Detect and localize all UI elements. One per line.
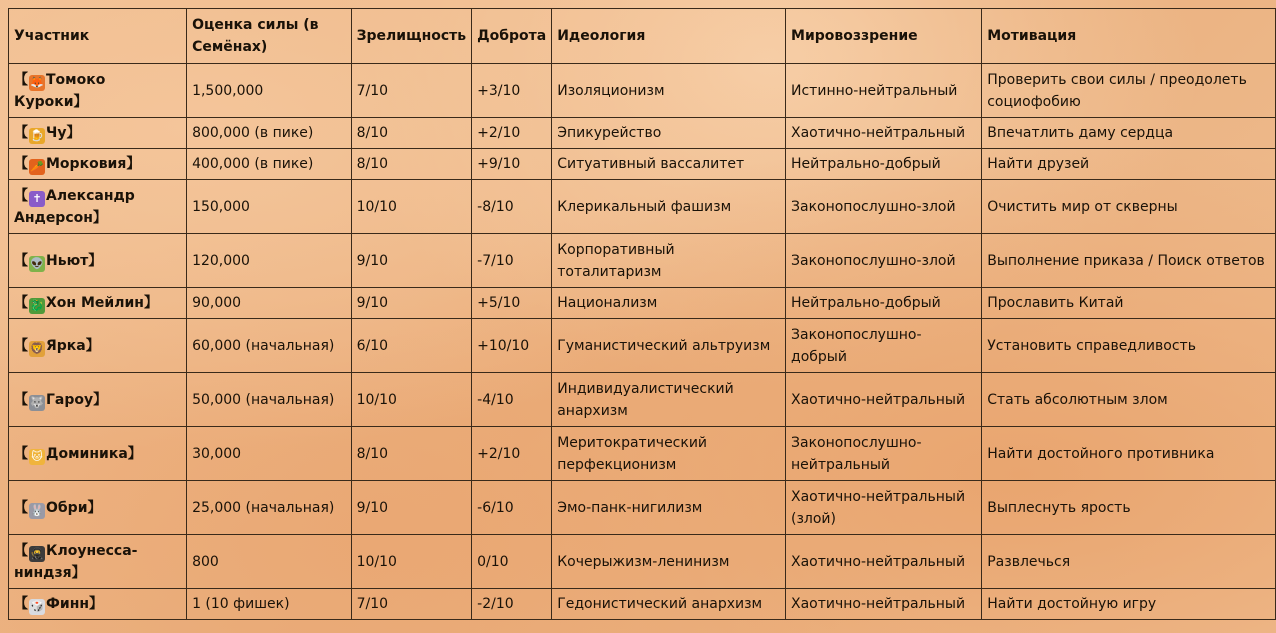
wolf-emoji-icon: 🐺 bbox=[30, 395, 44, 409]
participant-name: Александр Андерсон bbox=[14, 187, 135, 226]
power-cell: 1,500,000 bbox=[187, 64, 352, 118]
header-power: Оценка силы (в Семёнах) bbox=[187, 9, 352, 64]
spectacle-cell: 8/10 bbox=[351, 149, 472, 180]
header-participant: Участник bbox=[9, 9, 187, 64]
carrot-emoji-icon: 🥕 bbox=[30, 160, 44, 173]
spectacle-cell: 9/10 bbox=[351, 234, 472, 288]
ninja-emoji-icon: 🥷 bbox=[30, 546, 44, 560]
kindness-cell: +10/10 bbox=[472, 319, 552, 373]
table-row bbox=[9, 234, 1276, 288]
motivation-cell: Стать абсолютным злом bbox=[982, 373, 1276, 427]
table-row bbox=[9, 180, 1276, 234]
alignment-cell: Нейтрально-добрый bbox=[786, 288, 982, 319]
alignment-cell: Хаотично-нейтральный (злой) bbox=[786, 481, 982, 535]
ideology-cell: Эмо-панк-нигилизм bbox=[552, 481, 786, 535]
kindness-cell: 0/10 bbox=[472, 535, 552, 589]
bracket-close: 】 bbox=[73, 93, 88, 110]
ideology-cell: Корпоративный тоталитаризм bbox=[552, 234, 786, 288]
participant-cell bbox=[9, 149, 187, 180]
bracket-close: 】 bbox=[126, 156, 141, 172]
bracket-close: 】 bbox=[85, 337, 100, 354]
kindness-cell: -4/10 bbox=[472, 373, 552, 427]
spectacle-cell: 10/10 bbox=[351, 180, 472, 234]
bracket-open: 【 bbox=[14, 295, 28, 311]
kindness-cell: +2/10 bbox=[472, 118, 552, 149]
spectacle-cell: 9/10 bbox=[351, 288, 472, 319]
participant-name: Финн bbox=[46, 596, 90, 612]
ideology-cell: Клерикальный фашизм bbox=[552, 180, 786, 234]
power-cell: 800,000 (в пике) bbox=[187, 118, 352, 149]
lion-emoji-icon: 🦁 bbox=[30, 341, 44, 355]
participants-table-wrapper bbox=[8, 8, 1276, 620]
bracket-open: 【 bbox=[14, 596, 28, 612]
power-cell: 25,000 (начальная) bbox=[187, 481, 352, 535]
alignment-cell: Законопослушно-злой bbox=[786, 234, 982, 288]
table-header-row bbox=[9, 9, 1276, 64]
dragon-emoji-icon: 🐉 bbox=[30, 299, 44, 312]
participant-cell bbox=[9, 234, 187, 288]
motivation-cell: Установить справедливость bbox=[982, 319, 1276, 373]
power-cell: 90,000 bbox=[187, 288, 352, 319]
spectacle-cell: 7/10 bbox=[351, 64, 472, 118]
participant-name: Чу bbox=[46, 125, 67, 141]
participant-name: Ярка bbox=[46, 337, 86, 354]
motivation-cell: Проверить свои силы / преодолеть социофобию bbox=[982, 64, 1276, 118]
alignment-cell: Нейтрально-добрый bbox=[786, 149, 982, 180]
header-ideology: Идеология bbox=[552, 9, 786, 64]
participant-cell bbox=[9, 118, 187, 149]
bracket-open: 【 bbox=[14, 156, 28, 172]
motivation-cell: Найти достойную игру bbox=[982, 589, 1276, 620]
ideology-cell: Изоляционизм bbox=[552, 64, 786, 118]
alien-emoji-icon: 👽 bbox=[30, 256, 44, 270]
motivation-cell: Очистить мир от скверны bbox=[982, 180, 1276, 234]
motivation-cell: Выплеснуть ярость bbox=[982, 481, 1276, 535]
participant-name: Томоко Куроки bbox=[14, 71, 106, 110]
participant-name: Ньют bbox=[46, 252, 89, 269]
bracket-open: 【 bbox=[14, 542, 28, 559]
spectacle-cell: 10/10 bbox=[351, 535, 472, 589]
ideology-cell: Ситуативный вассалитет bbox=[552, 149, 786, 180]
power-cell: 400,000 (в пике) bbox=[187, 149, 352, 180]
participant-name: Доминика bbox=[46, 445, 128, 462]
participant-name: Морковия bbox=[46, 156, 127, 172]
alignment-cell: Истинно-нейтральный bbox=[786, 64, 982, 118]
spectacle-cell: 9/10 bbox=[351, 481, 472, 535]
bracket-open: 【 bbox=[14, 71, 28, 88]
ideology-cell: Национализм bbox=[552, 288, 786, 319]
table-row bbox=[9, 427, 1276, 481]
alignment-cell: Хаотично-нейтральный bbox=[786, 118, 982, 149]
table-row bbox=[9, 481, 1276, 535]
header-spectacle: Зрелищность bbox=[351, 9, 472, 64]
motivation-cell: Найти друзей bbox=[982, 149, 1276, 180]
power-cell: 800 bbox=[187, 535, 352, 589]
motivation-cell: Прославить Китай bbox=[982, 288, 1276, 319]
fox-emoji-icon: 🦊 bbox=[30, 75, 44, 89]
kindness-cell: -6/10 bbox=[472, 481, 552, 535]
power-cell: 1 (10 фишек) bbox=[187, 589, 352, 620]
participant-cell bbox=[9, 288, 187, 319]
table-row bbox=[9, 373, 1276, 427]
bracket-open: 【 bbox=[14, 337, 28, 354]
ideology-cell: Эпикурейство bbox=[552, 118, 786, 149]
participant-name: Гароу bbox=[46, 391, 94, 408]
cat-emoji-icon: 🐱 bbox=[29, 449, 45, 465]
participant-name: Хон Мейлин bbox=[46, 295, 144, 311]
participant-name: Клоунесса-ниндзя bbox=[14, 542, 138, 581]
alignment-cell: Хаотично-нейтральный bbox=[786, 589, 982, 620]
participant-cell bbox=[9, 64, 187, 118]
bracket-close: 】 bbox=[92, 209, 107, 226]
ideology-cell: Гуманистический альтруизм bbox=[552, 319, 786, 373]
ideology-cell: Кочерыжизм-ленинизм bbox=[552, 535, 786, 589]
bracket-open: 【 bbox=[14, 187, 28, 204]
kindness-cell: +5/10 bbox=[472, 288, 552, 319]
motivation-cell: Выполнение приказа / Поиск ответов bbox=[982, 234, 1276, 288]
ideology-cell: Индивидуалистический анархизм bbox=[552, 373, 786, 427]
power-cell: 120,000 bbox=[187, 234, 352, 288]
spectacle-cell: 6/10 bbox=[351, 319, 472, 373]
participants-table bbox=[8, 8, 1276, 620]
table-body bbox=[9, 64, 1276, 620]
spectacle-cell: 8/10 bbox=[351, 427, 472, 481]
table-row bbox=[9, 589, 1276, 620]
spectacle-cell: 8/10 bbox=[351, 118, 472, 149]
game-die-emoji-icon: 🎲 bbox=[30, 600, 44, 613]
table-row bbox=[9, 288, 1276, 319]
participant-cell bbox=[9, 319, 187, 373]
bracket-close: 】 bbox=[87, 499, 102, 516]
motivation-cell: Развлечься bbox=[982, 535, 1276, 589]
kindness-cell: -7/10 bbox=[472, 234, 552, 288]
alignment-cell: Законопослушно-добрый bbox=[786, 319, 982, 373]
kindness-cell: -8/10 bbox=[472, 180, 552, 234]
bracket-close: 】 bbox=[89, 596, 104, 612]
header-motivation: Мотивация bbox=[982, 9, 1276, 64]
kindness-cell: +3/10 bbox=[472, 64, 552, 118]
bracket-close: 】 bbox=[71, 564, 86, 581]
participant-cell bbox=[9, 481, 187, 535]
table-row bbox=[9, 319, 1276, 373]
bracket-open: 【 bbox=[14, 445, 28, 462]
alignment-cell: Законопослушно-злой bbox=[786, 180, 982, 234]
latin-cross-emoji-icon: ✝ bbox=[29, 191, 45, 207]
kindness-cell: +2/10 bbox=[472, 427, 552, 481]
power-cell: 30,000 bbox=[187, 427, 352, 481]
bracket-close: 】 bbox=[66, 125, 81, 141]
bracket-open: 【 bbox=[14, 391, 28, 408]
beer-emoji-icon: 🍺 bbox=[30, 129, 44, 142]
motivation-cell: Найти достойного противника bbox=[982, 427, 1276, 481]
table-row bbox=[9, 535, 1276, 589]
participant-name: Обри bbox=[46, 499, 88, 516]
bracket-close: 】 bbox=[88, 252, 103, 269]
spectacle-cell: 7/10 bbox=[351, 589, 472, 620]
participant-cell bbox=[9, 427, 187, 481]
bracket-close: 】 bbox=[93, 391, 108, 408]
kindness-cell: +9/10 bbox=[472, 149, 552, 180]
ideology-cell: Меритократический перфекционизм bbox=[552, 427, 786, 481]
alignment-cell: Хаотично-нейтральный bbox=[786, 373, 982, 427]
power-cell: 50,000 (начальная) bbox=[187, 373, 352, 427]
header-kindness: Доброта bbox=[472, 9, 552, 64]
table-row bbox=[9, 118, 1276, 149]
alignment-cell: Хаотично-нейтральный bbox=[786, 535, 982, 589]
table-row bbox=[9, 64, 1276, 118]
rabbit-emoji-icon: 🐰 bbox=[30, 503, 44, 517]
participant-cell bbox=[9, 589, 187, 620]
bracket-open: 【 bbox=[14, 252, 28, 269]
power-cell: 150,000 bbox=[187, 180, 352, 234]
participant-cell bbox=[9, 180, 187, 234]
alignment-cell: Законопослушно-нейтральный bbox=[786, 427, 982, 481]
power-cell: 60,000 (начальная) bbox=[187, 319, 352, 373]
participant-cell bbox=[9, 535, 187, 589]
bracket-close: 】 bbox=[143, 295, 158, 311]
bracket-close: 】 bbox=[127, 445, 142, 462]
table-row bbox=[9, 149, 1276, 180]
ideology-cell: Гедонистический анархизм bbox=[552, 589, 786, 620]
header-alignment: Мировоззрение bbox=[786, 9, 982, 64]
spectacle-cell: 10/10 bbox=[351, 373, 472, 427]
bracket-open: 【 bbox=[14, 499, 28, 516]
bracket-open: 【 bbox=[14, 125, 28, 141]
motivation-cell: Впечатлить даму сердца bbox=[982, 118, 1276, 149]
kindness-cell: -2/10 bbox=[472, 589, 552, 620]
participant-cell bbox=[9, 373, 187, 427]
